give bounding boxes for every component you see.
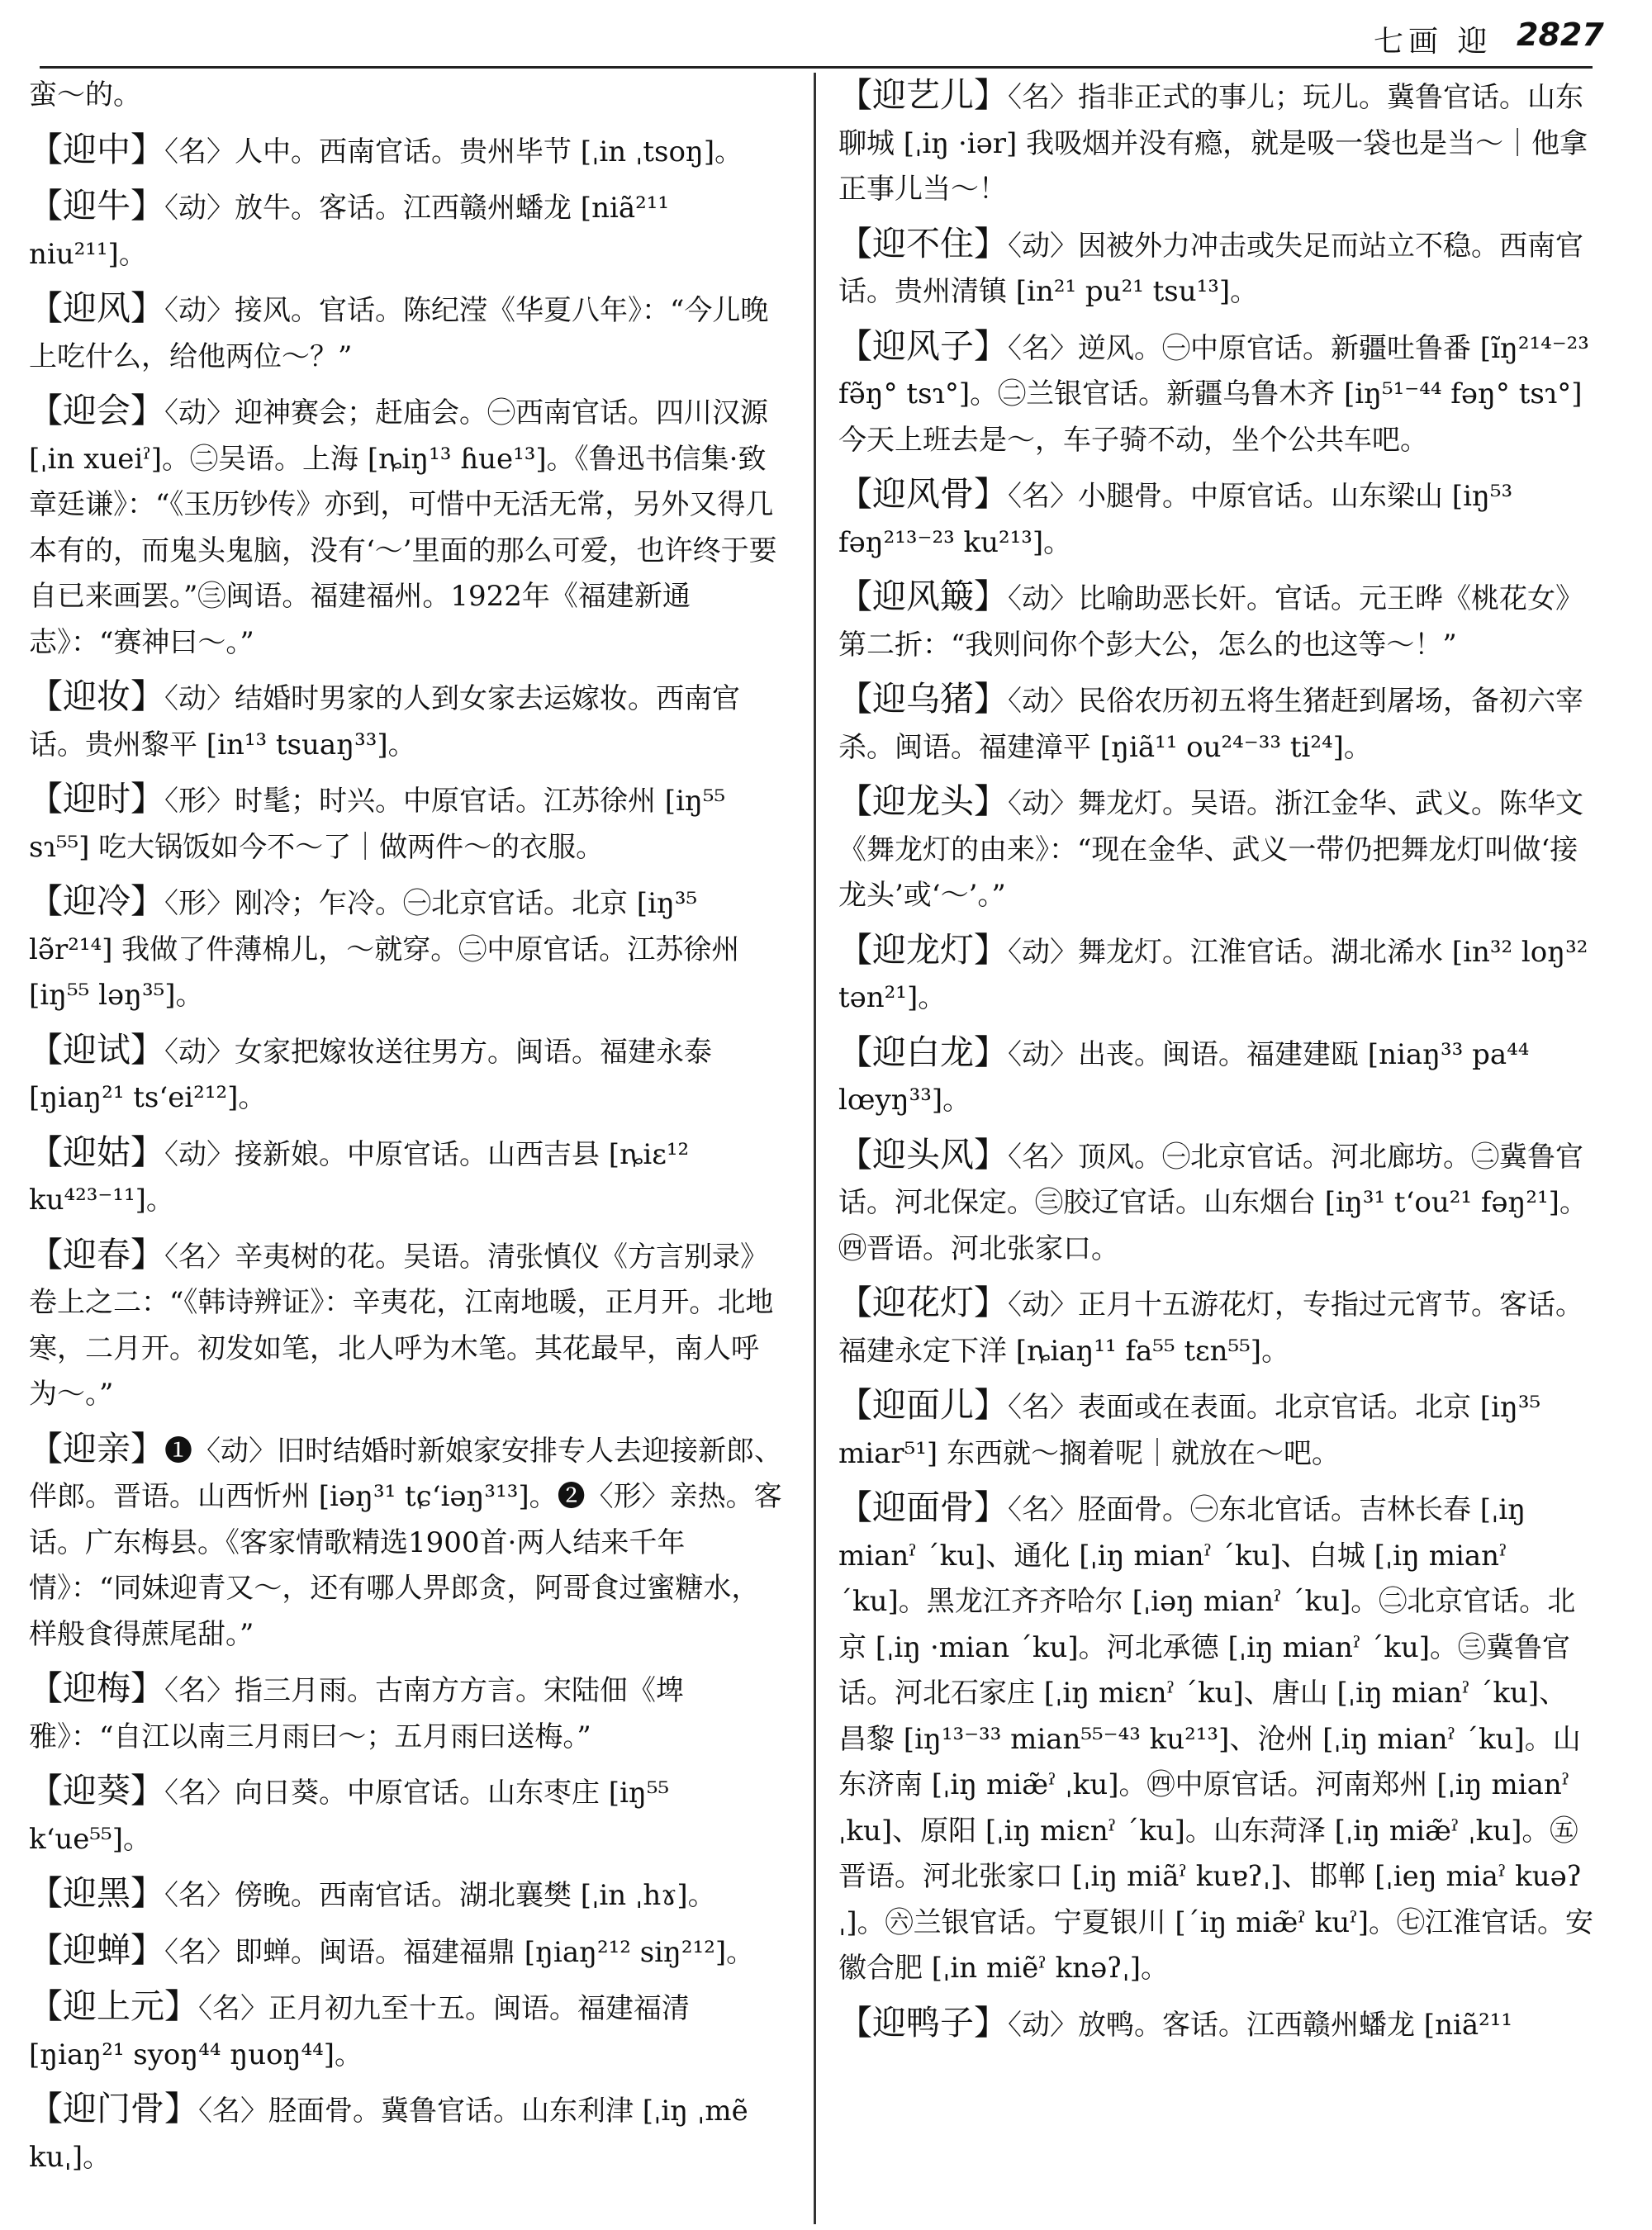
entry-headword: 【迎面骨】 — [838, 1487, 1008, 1527]
entry-definition: 〈名〉胫面骨。冀鲁官话。山东利津 [ˌiŋ ˌmẽ kuˌ]。 — [29, 2095, 748, 2174]
entry-definition: 〈动〉舞龙灯。江淮官话。湖北浠水 [in³² loŋ³² tən²¹]。 — [838, 935, 1588, 1014]
entry-headword: 【迎风】 — [29, 288, 164, 328]
entry-headword: 【迎风骨】 — [838, 474, 1008, 514]
dictionary-entry — [29, 1130, 785, 1224]
entry-headword: 【迎牛】 — [29, 186, 164, 225]
dictionary-entry — [29, 127, 785, 176]
entry-headword: 【迎龙灯】 — [838, 929, 1008, 970]
entry-definition: 〈动〉正月十五游花灯，专指过元宵节。客话。福建永定下洋 [ȵiaŋ¹¹ fa⁵⁵ tɛn⁵⁵]。 — [838, 1288, 1583, 1368]
continuation-text: 蛮～的。 — [29, 78, 141, 112]
entry-headword: 【迎门骨】 — [29, 2089, 198, 2128]
entry-definition: 〈形〉刚冷；乍冷。㊀北京官话。北京 [iŋ³⁵ lə̃r²¹⁴] 我做了件薄棉儿，～就穿。㊁中原官话。江苏徐州 [iŋ⁵⁵ ləŋ³⁵]。 — [29, 887, 740, 1012]
section-title: 七画 迎 — [1374, 25, 1493, 59]
entry-headword: 【迎时】 — [29, 779, 164, 818]
entry-headword: 【迎龙头】 — [838, 781, 1008, 821]
entry-headword: 【迎试】 — [29, 1029, 164, 1070]
entry-headword: 【迎白龙】 — [838, 1032, 1008, 1072]
entry-definition: 〈名〉表面或在表面。北京官话。北京 [iŋ³⁵ miar⁵¹] 东西就～搁着呢｜就放在～吧。 — [838, 1391, 1541, 1470]
entry-headword: 【迎葵】 — [29, 1771, 164, 1810]
dictionary-entry — [838, 324, 1594, 464]
entry-headword: 【迎黑】 — [29, 1873, 164, 1913]
entry-definition: 〈动〉因被外力冲击或失足而站立不稳。西南官话。贵州清镇 [in²¹ pu²¹ tsu¹³]。 — [838, 229, 1583, 308]
entry-headword: 【迎艺儿】 — [838, 75, 1008, 115]
entry-definition: 〈名〉顶风。㊀北京官话。河北廊坊。㊁冀鲁官话。河北保定。㊂胶辽官话。山东烟台 [iŋ³¹ tʻou²¹ fəŋ²¹]。㊃晋语。河北张家口。 — [838, 1140, 1588, 1265]
dictionary-entry — [838, 1383, 1594, 1477]
dictionary-entry — [838, 472, 1594, 566]
entry-definition: 〈动〉结婚时男家的人到女家去运嫁妆。西南官话。贵州黎平 [in¹³ tsuaŋ³³]。 — [29, 682, 740, 762]
dictionary-entry — [29, 1984, 785, 2078]
page-header — [40, 0, 1604, 69]
entry-headword: 【迎亲】 — [29, 1428, 164, 1468]
dictionary-entry — [838, 1132, 1594, 1273]
dictionary-entry — [29, 388, 785, 666]
entry-definition: 〈名〉人中。西南官话。贵州毕节 [ˌin ˌtsoŋ]。 — [164, 135, 743, 168]
entry-definition: 〈动〉放牛。客话。江西赣州蟠龙 [niã²¹¹ niu²¹¹]。 — [29, 192, 670, 271]
entry-headword: 【迎面儿】 — [838, 1385, 1008, 1425]
dictionary-entry — [29, 674, 785, 768]
dictionary-entry — [838, 2000, 1594, 2049]
dictionary-entry — [29, 879, 785, 1019]
dictionary-entry — [29, 1928, 785, 1976]
dictionary-entry — [838, 928, 1594, 1022]
dictionary-entry — [29, 1426, 785, 1658]
entry-headword: 【迎花灯】 — [838, 1283, 1008, 1322]
entry-definition: 〈名〉傍晚。西南官话。湖北襄樊 [ˌin ˌhɤ]。 — [164, 1879, 716, 1912]
column-divider — [814, 73, 816, 2224]
dictionary-entry — [838, 1280, 1594, 1374]
dictionary-entry — [29, 1768, 785, 1862]
dictionary-entry — [29, 1232, 785, 1418]
dictionary-entry — [29, 776, 785, 871]
entry-headword: 【迎冷】 — [29, 881, 164, 921]
entry-definition: 〈名〉正月初九至十五。闽语。福建福清 [ŋiaŋ²¹ syoŋ⁴⁴ ŋuoŋ⁴⁴]。 — [29, 1992, 690, 2071]
entry-headword: 【迎中】 — [29, 129, 164, 169]
entry-headword: 【迎姑】 — [29, 1132, 164, 1172]
dictionary-entry — [838, 779, 1594, 919]
entry-definition: 〈名〉胫面骨。㊀东北官话。吉林长春 [ˌiŋ mianˀ ˊku]、通化 [ˌiŋ mianˀ ˊku]、白城 [ˌiŋ mianˀ ˊku]。黑龙江齐齐哈尔 [ˌiəŋ mianˀ ˊku]。㊁北京官话。北京 [ˌiŋ ·mian ˊku]。河北承德 [ˌiŋ mianˀ ˊku]。㊂冀鲁官话。河北石家庄 [ˌiŋ miɛnˀ ˊku]、唐山 [ˌiŋ mianˀ ˊku]、昌黎 [iŋ¹³⁻³³ mian⁵⁵⁻⁴³ ku²¹³]、沧州 [ˌiŋ mianˀ ˊku]。山东济南 [ˌiŋ miæ̃ˀ ˌku]。㊃中原官话。河南郑州 [ˌiŋ mianˀ ˌku]、原阳 [ˌiŋ miɛnˀ ˊku]。山东菏泽 [ˌiŋ miæ̃ˀ ˌku]。㊄晋语。河北张家口 [ˌiŋ miãˀ kuɐʔˌ]、邯郸 [ˌieŋ miaˀ kuəʔˌ]。㊅兰银官话。宁夏银川 [ˊiŋ miæ̃ˀ kuˀ]。㊆江淮官话。安徽合肥 [ˌin miẽˀ knəʔˌ]。 — [838, 1493, 1593, 1985]
dictionary-entry — [29, 1027, 785, 1122]
dictionary-entry — [838, 574, 1594, 668]
entry-headword: 【迎不住】 — [838, 223, 1008, 263]
entry-definition: 〈动〉比喻助恶长奸。官话。元王晔《桃花女》第二折：“我则问你个彭大公，怎么的也这等～！” — [838, 582, 1583, 662]
entry-definition: 〈动〉接新娘。中原官话。山西吉县 [ȵiɛ¹² ku⁴²³⁻¹¹]。 — [29, 1137, 690, 1217]
dictionary-entry — [29, 1871, 785, 1919]
dictionary-entry — [838, 1485, 1594, 1992]
entry-headword: 【迎鸭子】 — [838, 2002, 1008, 2043]
entry-definition: 〈动〉民俗农历初五将生猪赶到屠场，备初六宰杀。闽语。福建漳平 [ŋiã¹¹ ou²⁴⁻³³ ti²⁴]。 — [838, 685, 1583, 764]
dictionary-entry — [29, 2086, 785, 2180]
entry-definition: 〈名〉小腿骨。中原官话。山东梁山 [iŋ⁵³ fəŋ²¹³⁻²³ ku²¹³]。 — [838, 480, 1513, 559]
entry-definition: 〈名〉即蝉。闽语。福建福鼎 [ŋiaŋ²¹² siŋ²¹²]。 — [164, 1935, 755, 1969]
entry-definition: 〈名〉辛夷树的花。吴语。清张慎仪《方言别录》卷上之二：“《韩诗辨证》：辛夷花，江南地暖，正月开。北地寒，二月开。初发如笔，北人呼为木笔。其花最早，南人呼为～。” — [29, 1240, 774, 1411]
entry-definition: 〈动〉女家把嫁妆送往男方。闽语。福建永泰 [ŋiaŋ²¹ tsʻei²¹²]。 — [29, 1035, 712, 1114]
entry-definition: 〈动〉接风。官话。陈纪滢《华夏八年》：“今儿晚上吃什么，给他两位～？” — [29, 294, 769, 373]
entry-headword: 【迎头风】 — [838, 1134, 1008, 1174]
entry-definition: ❶〈动〉旧时结婚时新娘家安排专人去迎接新郎、伴郎。晋语。山西忻州 [iəŋ³¹ tɕʻiəŋ³¹³]。❷〈形〉亲热。客话。广东梅县。《客家情歌精选1900首·两人结来千年情》：“同妹迎青又～，还有哪人畀郎贪，阿哥食过蜜糖水，样般食得蔗尾甜。” — [29, 1434, 782, 1651]
entry-headword: 【迎蝉】 — [29, 1929, 164, 1970]
entry-definition: 〈名〉向日葵。中原官话。山东枣庄 [iŋ⁵⁵ kʻue⁵⁵]。 — [29, 1777, 670, 1856]
entry-headword: 【迎风子】 — [838, 325, 1008, 366]
dictionary-entry — [838, 1030, 1594, 1124]
entry-definition: 〈动〉出丧。闽语。福建建瓯 [niaŋ³³ pa⁴⁴ lœyŋ³³]。 — [838, 1037, 1530, 1117]
entry-headword: 【迎梅】 — [29, 1668, 164, 1708]
dictionary-entry — [29, 286, 785, 380]
right-entries — [838, 73, 1594, 2048]
entry-headword: 【迎春】 — [29, 1234, 164, 1274]
entry-headword: 【迎上元】 — [29, 1986, 198, 2026]
entry-definition: 〈名〉指三月雨。古南方方言。宋陆佃《埤雅》：“自江以南三月雨曰～；五月雨曰送梅。” — [29, 1674, 684, 1753]
entry-definition: 〈名〉逆风。㊀中原官话。新疆吐鲁番 [ĩŋ²¹⁴⁻²³ fə̃ŋ° tsɿ°]。㊁兰银官话。新疆乌鲁木齐 [iŋ⁵¹⁻⁴⁴ fəŋ° tsɿ°] 今天上班去是～，车子骑不动，坐个公共车吧。 — [838, 331, 1589, 457]
dictionary-entry — [838, 221, 1594, 316]
dictionary-entry — [29, 1666, 785, 1760]
left-entries — [29, 127, 785, 2181]
entry-headword: 【迎风簸】 — [838, 576, 1008, 616]
dictionary-entry — [838, 676, 1594, 771]
entry-definition: 〈动〉迎神赛会；赶庙会。㊀西南官话。四川汉源 [ˌin xueiˀ]。㊁吴语。上海 [ȵiŋ¹³ ɦue¹³]。《鲁迅书信集·致章廷谦》：“《玉历钞传》亦到，可惜中无活无常，另外又得几本有的，而鬼头鬼脑，没有‘～’里面的那么可爱，也许终于要自已来画罢。”㊂闽语。福建福州。1922年《福建新通志》：“赛神曰～。” — [29, 396, 777, 659]
entry-definition: 〈动〉舞龙灯。吴语。浙江金华、武义。陈华文《舞龙灯的由来》：“现在金华、武义一带仍把舞龙灯叫做‘接龙头’或‘～’。” — [838, 787, 1583, 912]
entry-headword: 【迎乌猪】 — [838, 679, 1008, 719]
entry-headword: 【迎会】 — [29, 391, 164, 430]
entry-headword: 【迎妆】 — [29, 676, 164, 716]
entry-definition: 〈名〉指非正式的事儿；玩儿。冀鲁官话。山东聊城 [ˌiŋ ·iər] 我吸烟并没有瘾，就是吸一袋也是当～｜他拿正事儿当～！ — [838, 81, 1588, 206]
left-column — [29, 73, 785, 2189]
dictionary-entry — [838, 73, 1594, 213]
dictionary-entry — [29, 183, 785, 278]
page-number: 2827 — [1517, 17, 1604, 53]
entry-definition: 〈动〉放鸭。客话。江西赣州蟠龙 [niã²¹¹ — [1008, 2008, 1513, 2042]
right-column — [838, 73, 1594, 2057]
entry-definition: 〈形〉时髦；时兴。中原官话。江苏徐州 [iŋ⁵⁵ sɿ⁵⁵] 吃大锅饭如今不～了｜做两件～的衣服。 — [29, 785, 726, 864]
